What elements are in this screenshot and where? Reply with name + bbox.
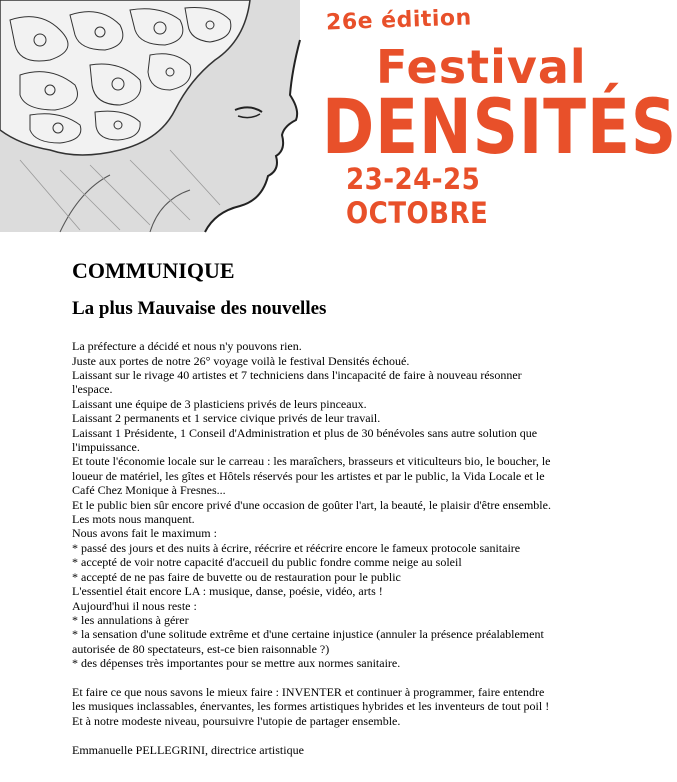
festival-dates: 23-24-25 OCTOBRE xyxy=(346,162,489,230)
body-line: * accepté de voir notre capacité d'accueil du public fondre comme neige au soleil xyxy=(72,555,462,570)
signature: Emmanuelle PELLEGRINI, directrice artistique xyxy=(72,742,304,757)
body-line: * la sensation d'une solitude extrême et d'une certaine injustice (annuler la présence préalablement autorisée de 80 spectateurs, est-ce bien raisonnable ?) xyxy=(72,627,544,656)
body-line: Juste aux portes de notre 26° voyage voilà le festival Densités échoué. xyxy=(72,353,410,368)
body-line: * des dépenses très importantes pour se mettre aux normes sanitaire. xyxy=(72,656,401,671)
paragraph-gap xyxy=(72,728,552,742)
body-line: Laissant 2 permanents et 1 service civique privés de leur travail. xyxy=(72,411,381,426)
body-line: Aujourd'hui il nous reste : xyxy=(72,598,197,613)
body-line: Et toute l'économie locale sur le carreau : les maraîchers, brasseurs et viticulteurs bio, le boucher, le loueur de matériel, les gîtes et Hôtels réservés pour les artistes et par le public, la Vida Locale et le Café Chez Monique à Fresnes... xyxy=(72,454,551,498)
body-line: * accepté de ne pas faire de buvette ou de restauration pour le public xyxy=(72,569,401,584)
edition-label: 26e édition xyxy=(325,5,473,36)
festival-banner xyxy=(0,0,677,232)
head-illustration xyxy=(0,0,300,232)
page-title: COMMUNIQUE xyxy=(72,258,235,283)
page-subtitle: La plus Mauvaise des nouvelles xyxy=(72,298,327,320)
body-line: Laissant sur le rivage 40 artistes et 7 techniciens dans l'incapacité de faire à nouveau résonner l'espace. xyxy=(72,368,522,397)
communique xyxy=(72,258,552,757)
body-line: Laissant 1 Présidente, 1 Conseil d'Administration et plus de 30 bénévoles sans autre solution que l'impuissance. xyxy=(72,425,538,455)
closing-line: Et faire ce que nous savons le mieux faire : INVENTER et continuer à programmer, faire entendre les musiques inclassables, énervantes, les formes artistiques hybrides et les inventeurs de tout poil ! xyxy=(72,684,550,714)
communique-body xyxy=(72,339,552,757)
body-line: L'essentiel était encore LA : musique, danse, poésie, vidéo, arts ! xyxy=(72,584,383,599)
closing-line: Et à notre modeste niveau, poursuivre l'utopie de partager ensemble. xyxy=(72,713,401,728)
festival-name: DENSITÉS xyxy=(322,82,677,171)
body-line: Laissant une équipe de 3 plasticiens privés de leurs pinceaux. xyxy=(72,396,367,411)
body-line: La préfecture a décidé et nous n'y pouvons rien. xyxy=(72,339,302,354)
body-line: Nous avons fait le maximum : xyxy=(72,526,217,541)
body-line: * passé des jours et des nuits à écrire, réécrire et réécrire encore le fameux protocole sanitaire xyxy=(72,540,521,555)
festival-label: Festival xyxy=(376,40,587,94)
body-line: Et le public bien sûr encore privé d'une occasion de goûter l'art, la beauté, le plaisir d'être ensemble. Les mots nous manquent. xyxy=(72,497,551,527)
paragraph-gap xyxy=(72,671,552,685)
body-line: * les annulations à gérer xyxy=(72,612,189,627)
